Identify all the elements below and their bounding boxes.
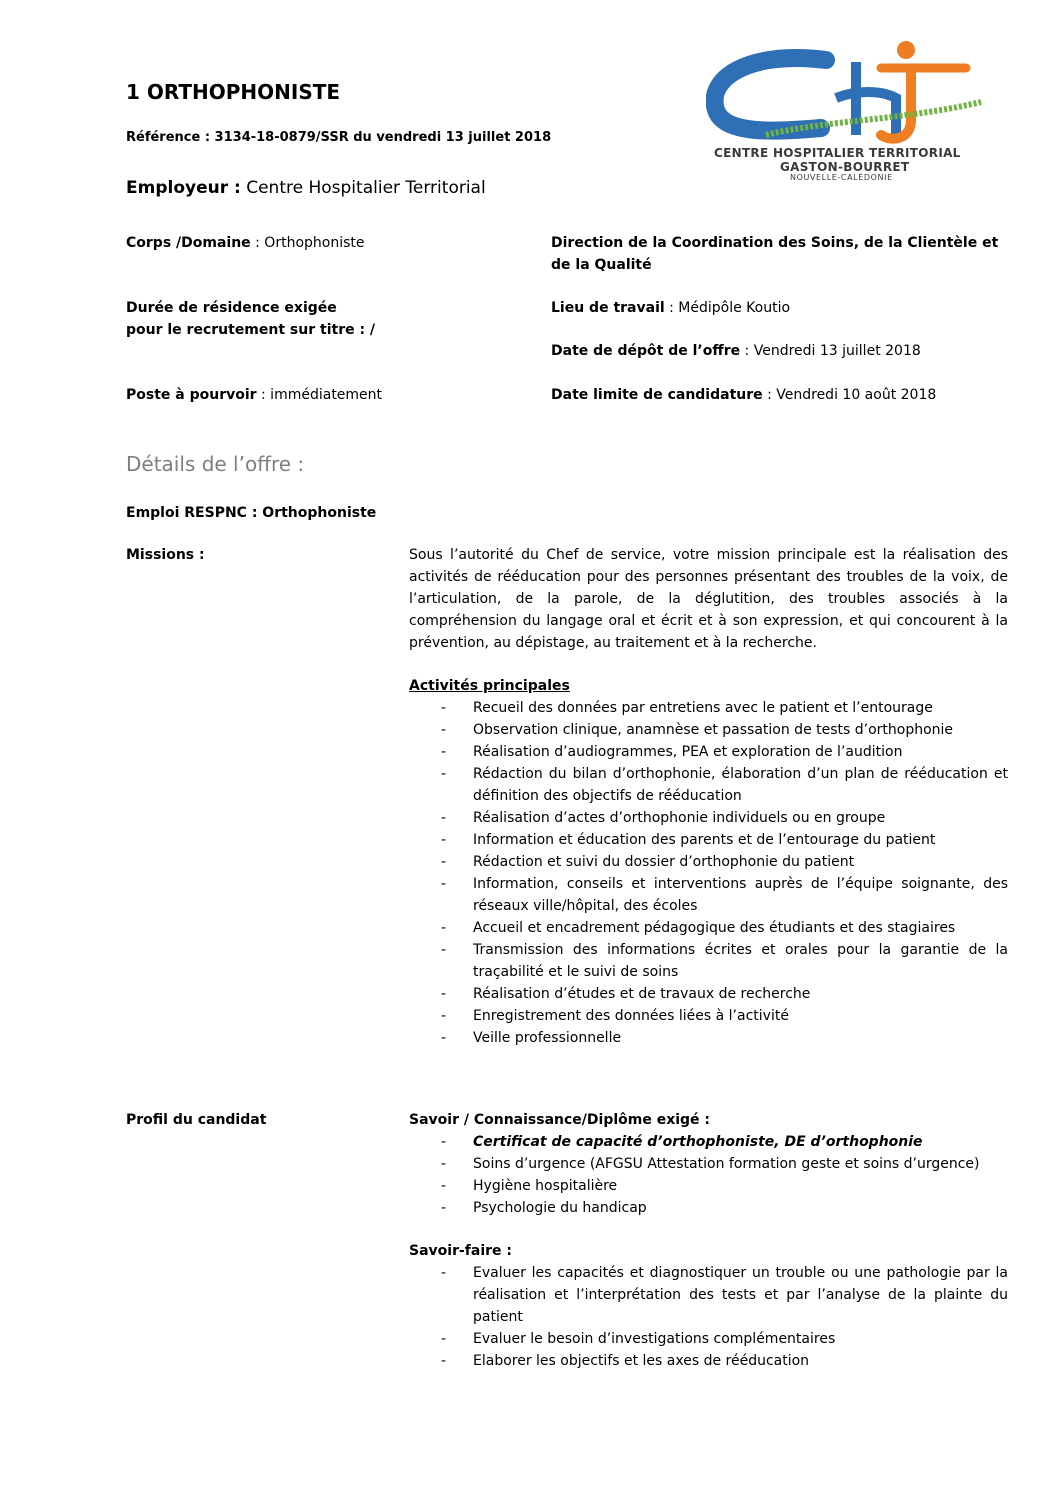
bullet-dash: - xyxy=(441,854,447,870)
direction-line2: de la Qualité xyxy=(551,257,652,273)
duree-line2: pour le recrutement sur titre : / xyxy=(126,322,376,338)
bullet-dash: - xyxy=(441,810,447,826)
page-title: 1 ORTHOPHONISTE xyxy=(126,80,341,104)
list-item: - Rédaction et suivi du dossier d’orthophonie du patient xyxy=(409,851,1008,873)
employer-value: Centre Hospitalier Territorial xyxy=(240,178,486,198)
bullet-dash: - xyxy=(441,920,447,936)
bullet-dash: - xyxy=(441,876,447,892)
poste-value: : immédiatement xyxy=(256,387,383,403)
savoirfaire-list xyxy=(409,1262,1008,1372)
list-item: - Elaborer les objectifs et les axes de rééducation xyxy=(409,1350,1008,1372)
bullet-dash: - xyxy=(441,832,447,848)
poste-field xyxy=(126,384,382,406)
lieu-value: : Médipôle Koutio xyxy=(664,300,791,316)
list-item: - Réalisation d’audiogrammes, PEA et exploration de l’audition xyxy=(409,741,1008,763)
direction-line1: Direction de la Coordination des Soins, de la Clientèle et xyxy=(551,235,999,251)
limite-value: : Vendredi 10 août 2018 xyxy=(762,387,937,403)
limite-field xyxy=(551,384,936,406)
lieu-field xyxy=(551,297,790,319)
corps-field xyxy=(126,232,365,254)
bullet-dash: - xyxy=(441,1178,447,1194)
list-item: - Réalisation d’études et de travaux de recherche xyxy=(409,983,1008,1005)
list-item: - Soins d’urgence (AFGSU Attestation formation geste et soins d’urgence) xyxy=(409,1153,1008,1175)
bullet-dash: - xyxy=(441,1156,447,1172)
lieu-label: Lieu de travail xyxy=(551,300,665,316)
logo-text-line1: CENTRE HOSPITALIER TERRITORIAL xyxy=(714,146,961,160)
depot-field xyxy=(551,340,921,362)
employer-label: Employeur : xyxy=(126,178,241,198)
bullet-dash: - xyxy=(441,766,447,782)
profil-label: Profil du candidat xyxy=(126,1112,267,1128)
activities-list xyxy=(409,697,1008,1049)
depot-label: Date de dépôt de l’offre xyxy=(551,343,741,359)
list-item: - Rédaction du bilan d’orthophonie, élaboration d’un plan de rééducation et définition des objectifs de rééducation xyxy=(409,763,1008,807)
list-item: - Evaluer le besoin d’investigations complémentaires xyxy=(409,1328,1008,1350)
depot-value: : Vendredi 13 juillet 2018 xyxy=(740,343,921,359)
list-item: - Recueil des données par entretiens avec le patient et l’entourage xyxy=(409,697,1008,719)
list-item: - Psychologie du handicap xyxy=(409,1197,1008,1219)
limite-label: Date limite de candidature xyxy=(551,387,763,403)
savoirfaire-title: Savoir-faire : xyxy=(409,1243,512,1259)
bullet-dash: - xyxy=(441,942,447,958)
list-item: - Veille professionnelle xyxy=(409,1027,1008,1049)
list-item: - Certificat de capacité d’orthophoniste, DE d’orthophonie xyxy=(409,1131,1008,1153)
savoir-list xyxy=(409,1131,1008,1219)
employer-line xyxy=(126,178,486,198)
emploi-line: Emploi RESPNC : Orthophoniste xyxy=(126,505,377,521)
savoir-title: Savoir / Connaissance/Diplôme exigé : xyxy=(409,1112,711,1128)
missions-text: Sous l’autorité du Chef de service, votre mission principale est la réalisation des activités de rééducation pour des personnes présentant des troubles de la voix, de l’articulation, de la parole, de la déglutition, des troubles associés à la compréhension du langage oral et écrit et à son expression, et qui concourent à la prévention, au dépistage, au traitement et à la recherche. xyxy=(409,547,1008,651)
list-item: - Transmission des informations écrites et orales pour la garantie de la traçabilité et le suivi de soins xyxy=(409,939,1008,983)
bullet-dash: - xyxy=(441,1200,447,1216)
list-item: - Hygiène hospitalière xyxy=(409,1175,1008,1197)
logo-text-line2: GASTON-BOURRET xyxy=(780,160,910,174)
duree-line1: Durée de résidence exigée xyxy=(126,300,337,316)
reference: Référence : 3134-18-0879/SSR du vendredi 13 juillet 2018 xyxy=(126,130,552,145)
corps-label: Corps /Domaine xyxy=(126,235,251,251)
missions-label: Missions : xyxy=(126,547,205,563)
details-title: Détails de l’offre : xyxy=(126,452,305,476)
logo-text-line3: NOUVELLE-CALÉDONIE xyxy=(790,173,893,182)
list-item: - Information et éducation des parents et de l’entourage du patient xyxy=(409,829,1008,851)
list-item: - Réalisation d’actes d’orthophonie individuels ou en groupe xyxy=(409,807,1008,829)
direction-field xyxy=(551,232,998,276)
list-item: - Evaluer les capacités et diagnostiquer un trouble ou une pathologie par la réalisation et l’interprétation des tests et par l’analyse de la plainte du patient xyxy=(409,1262,1008,1328)
activities-title: Activités principales xyxy=(409,678,570,694)
poste-label: Poste à pourvoir xyxy=(126,387,257,403)
list-item: - Enregistrement des données liées à l’activité xyxy=(409,1005,1008,1027)
bullet-dash: - xyxy=(441,1008,447,1024)
bullet-dash: - xyxy=(441,700,447,716)
bullet-dash: - xyxy=(441,1265,447,1281)
bullet-dash: - xyxy=(441,986,447,1002)
bullet-dash: - xyxy=(441,1353,447,1369)
list-item: - Information, conseils et interventions auprès de l’équipe soignante, des réseaux ville/hôpital, des écoles xyxy=(409,873,1008,917)
list-item: - Accueil et encadrement pédagogique des étudiants et des stagiaires xyxy=(409,917,1008,939)
bullet-dash: - xyxy=(441,1331,447,1347)
list-item: - Observation clinique, anamnèse et passation de tests d’orthophonie xyxy=(409,719,1008,741)
corps-value: : Orthophoniste xyxy=(250,235,365,251)
bullet-dash: - xyxy=(441,1134,447,1150)
bullet-dash: - xyxy=(441,744,447,760)
bullet-dash: - xyxy=(441,722,447,738)
duree-field xyxy=(126,297,375,341)
bullet-dash: - xyxy=(441,1030,447,1046)
